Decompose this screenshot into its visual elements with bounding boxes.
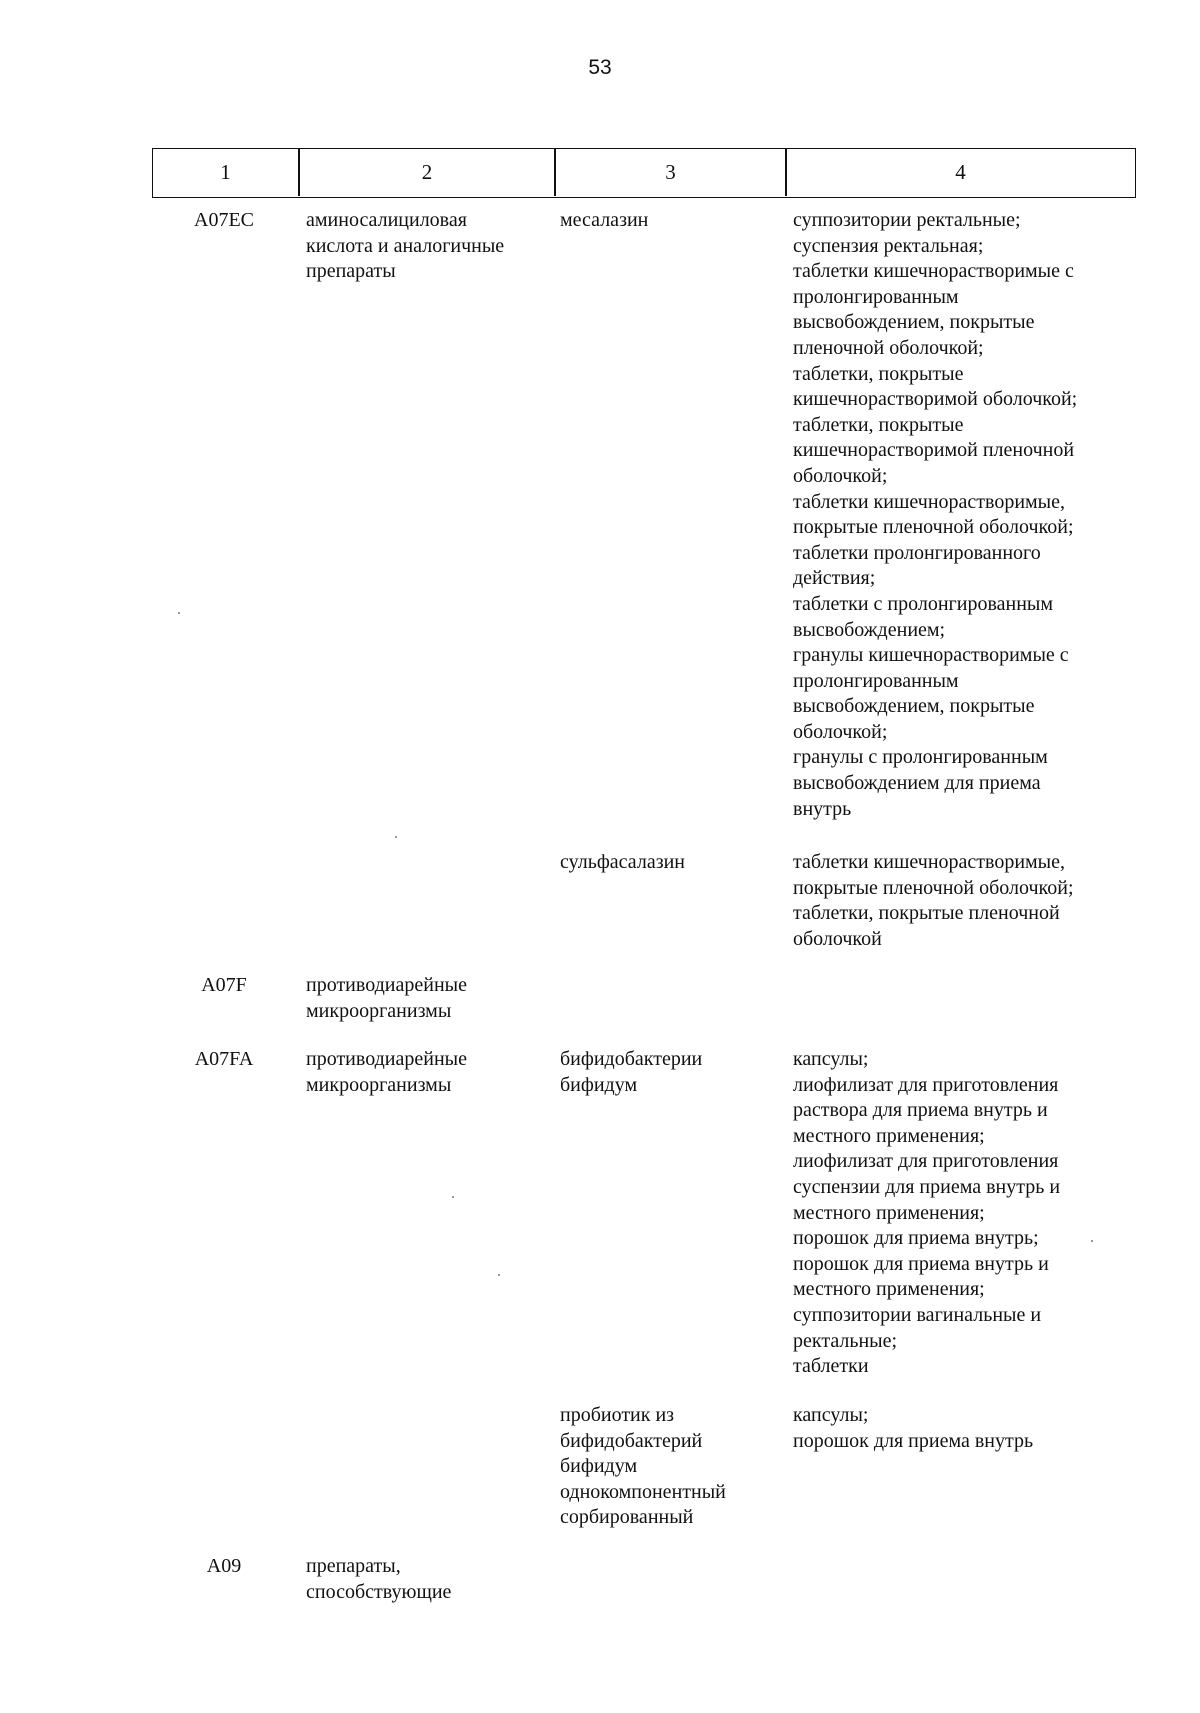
- row-code: A07F: [201, 974, 247, 996]
- scan-speck: [395, 836, 397, 838]
- row-group: противодиарейные микроорганизмы: [306, 1048, 467, 1096]
- header-col-1: 1: [220, 160, 231, 184]
- scan-speck: [452, 1196, 454, 1198]
- header-col-4: 4: [955, 160, 966, 184]
- row-drug: месалазин: [560, 209, 649, 231]
- row-group: противодиарейные микроорганизмы: [306, 974, 467, 1022]
- row-code: A07FA: [194, 1048, 254, 1070]
- row-forms: капсулы; порошок для приема внутрь: [793, 1404, 1034, 1452]
- row-group: аминосалициловая кислота и аналогичные препараты: [306, 209, 505, 283]
- header-col-2: 2: [421, 160, 433, 184]
- row-drug: бифидобактерии бифидум: [560, 1048, 703, 1096]
- row-forms: суппозитории ректальные; суспензия ректальная; таблетки кишечнорастворимые с пролонгированным высвобождением, покрытые пленочной оболочкой; таблетки, покрытые кишечнорастворимой оболочкой; таблетки, покрытые кишечнорастворимой пленочной оболочкой; таблетки кишечнорастворимые, покрытые пленочной оболочкой; таблетки пролонгированного действия; таблетки с пролонгированным высвобождением; гранулы кишечнорастворимые с пролонгированным высвобождением, покрытые оболочкой; гранулы с пролонгированным высвобождением для приема внутрь: [793, 209, 1078, 820]
- row-forms: капсулы; лиофилизат для приготовления раствора для приема внутрь и местного применения; лиофилизат для приготовления суспензии для приема внутрь и местного применения; порошок для приема внутрь; порошок для приема внутрь и местного применения; суппозитории вагинальные и ректальные; таблетки: [793, 1048, 1061, 1378]
- row-drug: сульфасалазин: [560, 851, 686, 873]
- table-header: [152, 148, 1136, 198]
- scan-speck: [1091, 1240, 1093, 1242]
- row-drug: пробиотик из бифидобактерий бифидум однокомпонентный сорбированный: [560, 1404, 726, 1529]
- scan-speck: [178, 612, 180, 614]
- page-number: 53: [588, 56, 612, 79]
- row-code: A07EC: [194, 209, 254, 231]
- scan-speck: [498, 1274, 500, 1276]
- row-forms: таблетки кишечнорастворимые, покрытые пленочной оболочкой; таблетки, покрытые пленочной оболочкой: [793, 851, 1074, 950]
- row-code: A09: [206, 1555, 242, 1577]
- header-col-3: 3: [665, 160, 676, 184]
- row-group: препараты, способствующие: [306, 1555, 452, 1603]
